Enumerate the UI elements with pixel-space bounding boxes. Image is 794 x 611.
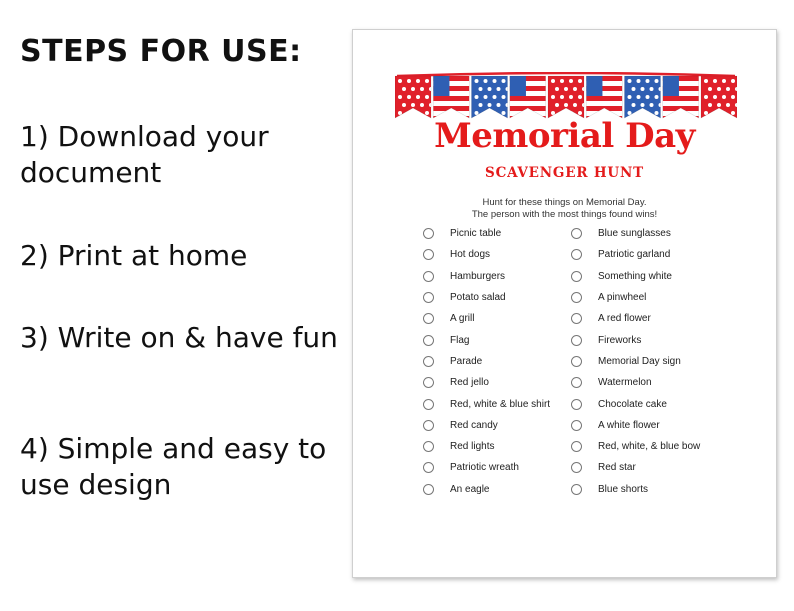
checklist-item xyxy=(571,457,746,478)
checklist-item-label: Chocolate cake xyxy=(598,398,667,410)
checkbox-circle-icon xyxy=(571,356,582,367)
checklist-item xyxy=(571,223,746,244)
checklist-item-label: A grill xyxy=(450,313,475,325)
steps-title: STEPS FOR USE: xyxy=(20,34,302,69)
page-title: Memorial Day xyxy=(434,116,695,156)
checklist-item-label: Blue shorts xyxy=(598,483,649,495)
checklist-item xyxy=(571,415,746,436)
checklist-item-label: Red, white & blue shirt xyxy=(450,398,551,410)
checkbox-circle-icon xyxy=(571,399,582,410)
checkbox-circle-icon xyxy=(571,441,582,452)
checkbox-circle-icon xyxy=(423,313,434,324)
checkbox-circle-icon xyxy=(571,271,582,282)
checklist-item xyxy=(571,329,746,350)
instructions-line-1: Hunt for these things on Memorial Day. xyxy=(482,197,647,208)
checklist-item xyxy=(571,351,746,372)
checklist-item-label: Patriotic garland xyxy=(598,249,671,261)
checkbox-circle-icon xyxy=(423,377,434,388)
checklist-item-label: Red, white, & blue bow xyxy=(598,441,701,453)
checklist-item xyxy=(571,266,746,287)
checklist-item-label: Watermelon xyxy=(598,377,652,389)
checklist-item xyxy=(571,287,746,308)
checkbox-circle-icon xyxy=(423,249,434,260)
bunting-flag-icon xyxy=(433,76,469,121)
bunting-flag-icon xyxy=(472,76,510,120)
checklist-item-label: Memorial Day sign xyxy=(598,355,681,367)
printable-page-preview xyxy=(352,29,777,578)
checklist-item-label: Fireworks xyxy=(598,334,642,346)
checkbox-circle-icon xyxy=(423,271,434,282)
instructions-line-2: The person with the most things found wins! xyxy=(471,209,658,220)
checklist-item-label: A white flower xyxy=(598,419,660,431)
step-4: 4) Simple and easy to use design xyxy=(20,432,327,501)
step-2: 2) Print at home xyxy=(20,239,248,272)
checklist-item-label: Red star xyxy=(598,462,636,474)
checklist-item-label: Picnic table xyxy=(450,228,502,240)
checkbox-circle-icon xyxy=(571,484,582,495)
bunting-flag-icon xyxy=(701,76,737,120)
checkbox-circle-icon xyxy=(571,249,582,260)
checklist-item-label: Parade xyxy=(450,355,483,367)
step-3: 3) Write on & have fun xyxy=(20,321,338,354)
checkbox-circle-icon xyxy=(423,441,434,452)
bunting-flag-icon xyxy=(548,76,586,120)
checklist-item-label: Hot dogs xyxy=(450,249,491,261)
bunting-flag-icon xyxy=(395,76,433,120)
bunting-flag-icon xyxy=(625,76,663,120)
checklist-item-label: Red jello xyxy=(450,377,489,389)
instructions xyxy=(353,197,776,221)
checklist-item-label: Patriotic wreath xyxy=(450,462,519,474)
checklist-item-label: A pinwheel xyxy=(598,292,647,304)
checkbox-circle-icon xyxy=(571,228,582,239)
checkbox-circle-icon xyxy=(423,462,434,473)
bunting-flag-icon xyxy=(510,76,546,121)
checkbox-circle-icon xyxy=(423,399,434,410)
checkbox-circle-icon xyxy=(423,292,434,303)
checklist-item-label: An eagle xyxy=(450,483,490,495)
checklist-item-label: Red lights xyxy=(450,441,495,453)
checklist-item xyxy=(571,436,746,457)
checkbox-circle-icon xyxy=(423,356,434,367)
checkbox-circle-icon xyxy=(571,313,582,324)
checkbox-circle-icon xyxy=(423,335,434,346)
page-subtitle: SCAVENGER HUNT xyxy=(485,165,644,181)
checklist-item xyxy=(571,308,746,329)
checkbox-circle-icon xyxy=(423,484,434,495)
checkbox-circle-icon xyxy=(571,292,582,303)
checklist-item xyxy=(571,372,746,393)
checklist-item xyxy=(571,479,746,500)
step-1: 1) Download your document xyxy=(20,120,269,189)
checklist-item-label: Something white xyxy=(598,270,672,282)
checkbox-circle-icon xyxy=(423,228,434,239)
checkbox-circle-icon xyxy=(571,335,582,346)
checklist-item-label: Potato salad xyxy=(450,292,506,304)
checklist-item-label: Hamburgers xyxy=(450,270,506,282)
checklist-item xyxy=(571,244,746,265)
checkbox-circle-icon xyxy=(571,377,582,388)
checklist-right-column xyxy=(571,223,746,500)
checklist-item-label: Red candy xyxy=(450,419,498,431)
checklist-item-label: A red flower xyxy=(598,313,651,325)
checkbox-circle-icon xyxy=(571,462,582,473)
checkbox-circle-icon xyxy=(571,420,582,431)
checklist-item-label: Flag xyxy=(450,334,470,346)
bunting-flag-icon xyxy=(586,76,622,121)
bunting-flag-icon xyxy=(663,76,699,121)
checkbox-circle-icon xyxy=(423,420,434,431)
checklist-item-label: Blue sunglasses xyxy=(598,228,671,240)
checklist-item xyxy=(571,393,746,414)
